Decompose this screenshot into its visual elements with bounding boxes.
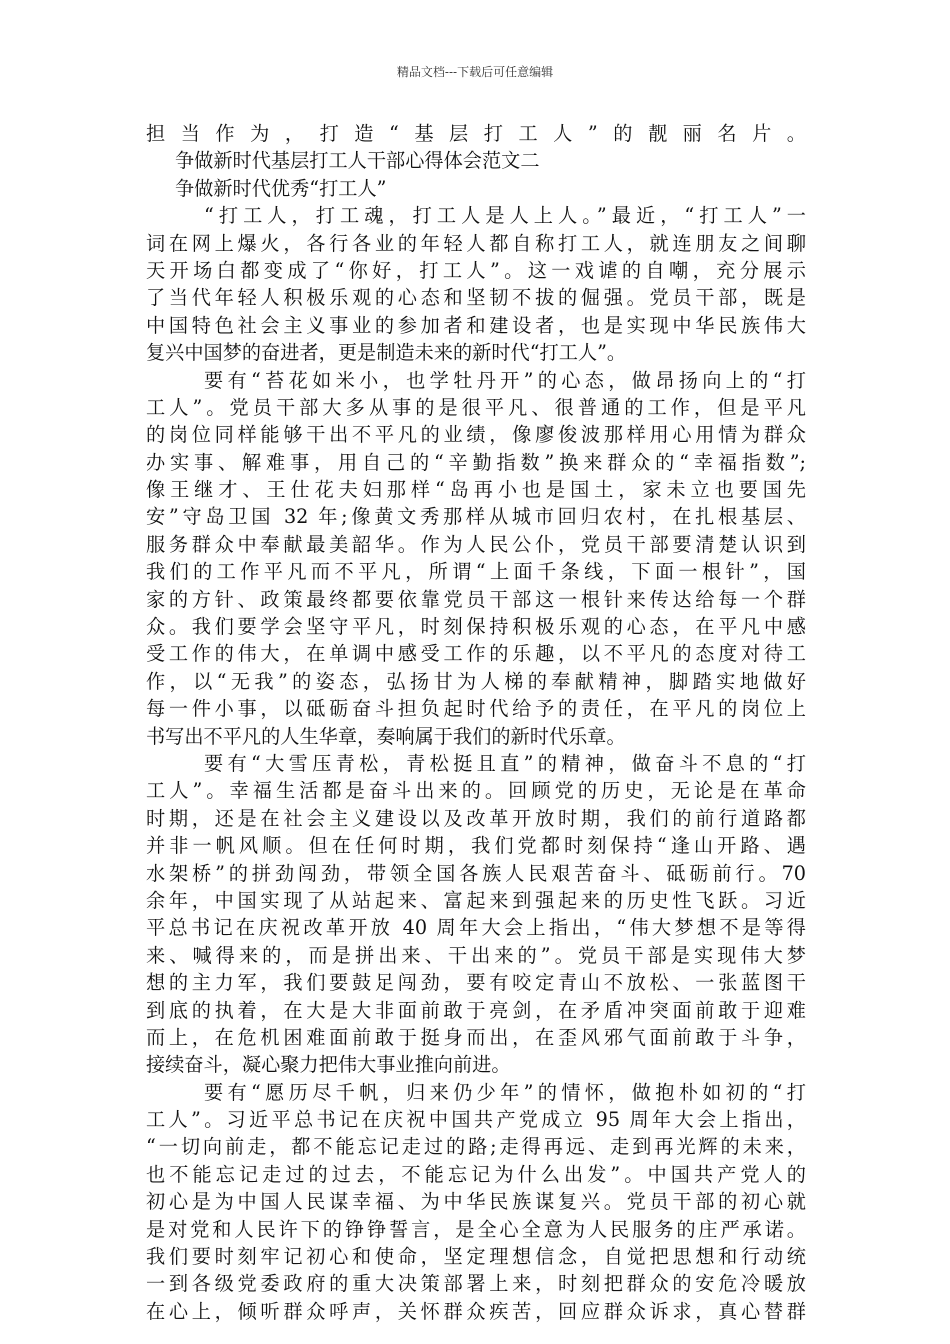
text-line: 安”守岛卫国 32 年;像黄文秀那样从城市回归农村，在扎根基层、	[146, 505, 806, 529]
text-line: 余年，中国实现了从站起来、富起来到强起来的历史性飞跃。习近	[146, 888, 806, 912]
text-line: 天开场白都变成了“你好，打工人”。这一戏谑的自嘲，充分展示	[146, 258, 806, 282]
text-line: 中国特色社会主义事业的参加者和建设者，也是实现中华民族伟大	[146, 313, 806, 337]
paragraph-start: 要有“苔花如米小，也学牡丹开”的心态，做昂扬向上的“打	[204, 368, 806, 392]
paragraph-end: 书写出不平凡的人生华章，奏响属于我们的新时代乐章。	[146, 724, 626, 748]
text-line: 词在网上爆火，各行各业的年轻人都自称打工人，就连朋友之间聊	[146, 231, 806, 255]
text-line: 时期，还是在社会主义建设以及改革开放时期，我们的前行道路都	[146, 806, 806, 830]
paragraph-start: 要有“大雪压青松，青松挺且直”的精神，做奋斗不息的“打	[204, 751, 806, 775]
paragraph-end: 接续奋斗，凝心聚力把伟大事业推向前进。	[146, 1053, 511, 1077]
text-line: 是对党和人民许下的铮铮誓言，是全心全意为人民服务的庄严承诺。	[146, 1217, 806, 1241]
text-line: “一切向前走，都不能忘记走过的路;走得再远、走到再光辉的未来，	[146, 1135, 806, 1159]
text-line: 我们要时刻牢记初心和使命，坚定理想信念，自觉把思想和行动统	[146, 1245, 806, 1269]
text-line: 初心是为中国人民谋幸福、为中华民族谋复兴。党员干部的初心就	[146, 1190, 806, 1214]
text-line: 工人”。幸福生活都是奋斗出来的。回顾党的历史，无论是在革命	[146, 779, 806, 803]
text-line: 服务群众中奉献最美韶华。作为人民公仆，党员干部要清楚认识到	[146, 532, 806, 556]
text-line: 而上，在危机困难面前敢于挺身而出，在歪风邪气面前敢于斗争，	[146, 1025, 806, 1049]
paragraph-start: “打工人，打工魂，打工人是人上人。”最近，“打工人”一	[204, 204, 806, 228]
text-line: 作，以“无我”的姿态，弘扬甘为人梯的奉献精神，脚踏实地做好	[146, 669, 806, 693]
text-line: 并非一帆风顺。但在任何时期，我们党都时刻保持“逢山开路、遇	[146, 834, 806, 858]
text-line: 众。我们要学会坚守平凡，时刻保持积极乐观的心态，在平凡中感	[146, 615, 806, 639]
paragraph-end: 复兴中国梦的奋进者，更是制造未来的新时代“打工人”。	[146, 341, 627, 365]
text-line: 家的方针、政策最终都要依靠党员干部这一根针来传达给每一个群	[146, 587, 806, 611]
text-line: 每一件小事，以砥砺奋斗担负起时代给予的责任，在平凡的岗位上	[146, 697, 806, 721]
document-body	[146, 120, 806, 1325]
text-line: 在心上，倾听群众呼声，关怀群众疾苦，回应群众诉求，真心替群	[146, 1299, 806, 1323]
text-line: 工人”。党员干部大多从事的是很平凡、很普通的工作，但是平凡	[146, 395, 806, 419]
text-line: 平总书记在庆祝改革开放 40 周年大会上指出，“伟大梦想不是等得	[146, 916, 806, 940]
text-line: 的岗位同样能够干出不平凡的业绩，像廖俊波那样用心用情为群众	[146, 423, 806, 447]
text-line: 办实事、解难事，用自己的“辛勤指数”换来群众的“幸福指数”;	[146, 450, 806, 474]
article-title: 争做新时代优秀“打工人”	[175, 176, 387, 200]
text-line: 一到各级党委政府的重大决策部署上来，时刻把群众的安危冷暖放	[146, 1272, 806, 1296]
text-line: 水架桥”的拼劲闯劲，带领全国各族人民艰苦奋斗、砥砺前行。70	[146, 861, 806, 885]
text-line: 担当作为，打造“基层打工人”的靓丽名片。	[146, 122, 806, 145]
text-line: 也不能忘记走过的过去，不能忘记为什么出发”。中国共产党人的	[146, 1162, 806, 1186]
text-line: 我们的工作平凡而不平凡，所谓“上面千条线，下面一根针”，国	[146, 560, 806, 584]
text-line: 想的主力军，我们要鼓足闯劲，要有咬定青山不放松、一张蓝图干	[146, 971, 806, 995]
text-line: 到底的执着，在大是大非面前敢于亮剑，在矛盾冲突面前敢于迎难	[146, 998, 806, 1022]
text-line: 工人”。习近平总书记在庆祝中国共产党成立 95 周年大会上指出，	[146, 1108, 806, 1132]
text-line: 了当代年轻人积极乐观的心态和坚韧不拔的倔强。党员干部，既是	[146, 286, 806, 310]
subtitle-line: 争做新时代基层打工人干部心得体会范文二	[175, 149, 540, 173]
text-line: 受工作的伟大，在单调中感受工作的乐趣，以不平凡的态度对待工	[146, 642, 806, 666]
paragraph-start: 要有“愿历尽千帆，归来仍少年”的情怀，做抱朴如初的“打	[204, 1080, 806, 1104]
page-header: 精品文档---下载后可任意编辑	[396, 65, 554, 79]
text-line: 像王继才、王仕花夫妇那样“岛再小也是国土，家未立也要国先	[146, 478, 806, 502]
text-line: 来、喊得来的，而是拼出来、干出来的”。党员干部是实现伟大梦	[146, 943, 806, 967]
